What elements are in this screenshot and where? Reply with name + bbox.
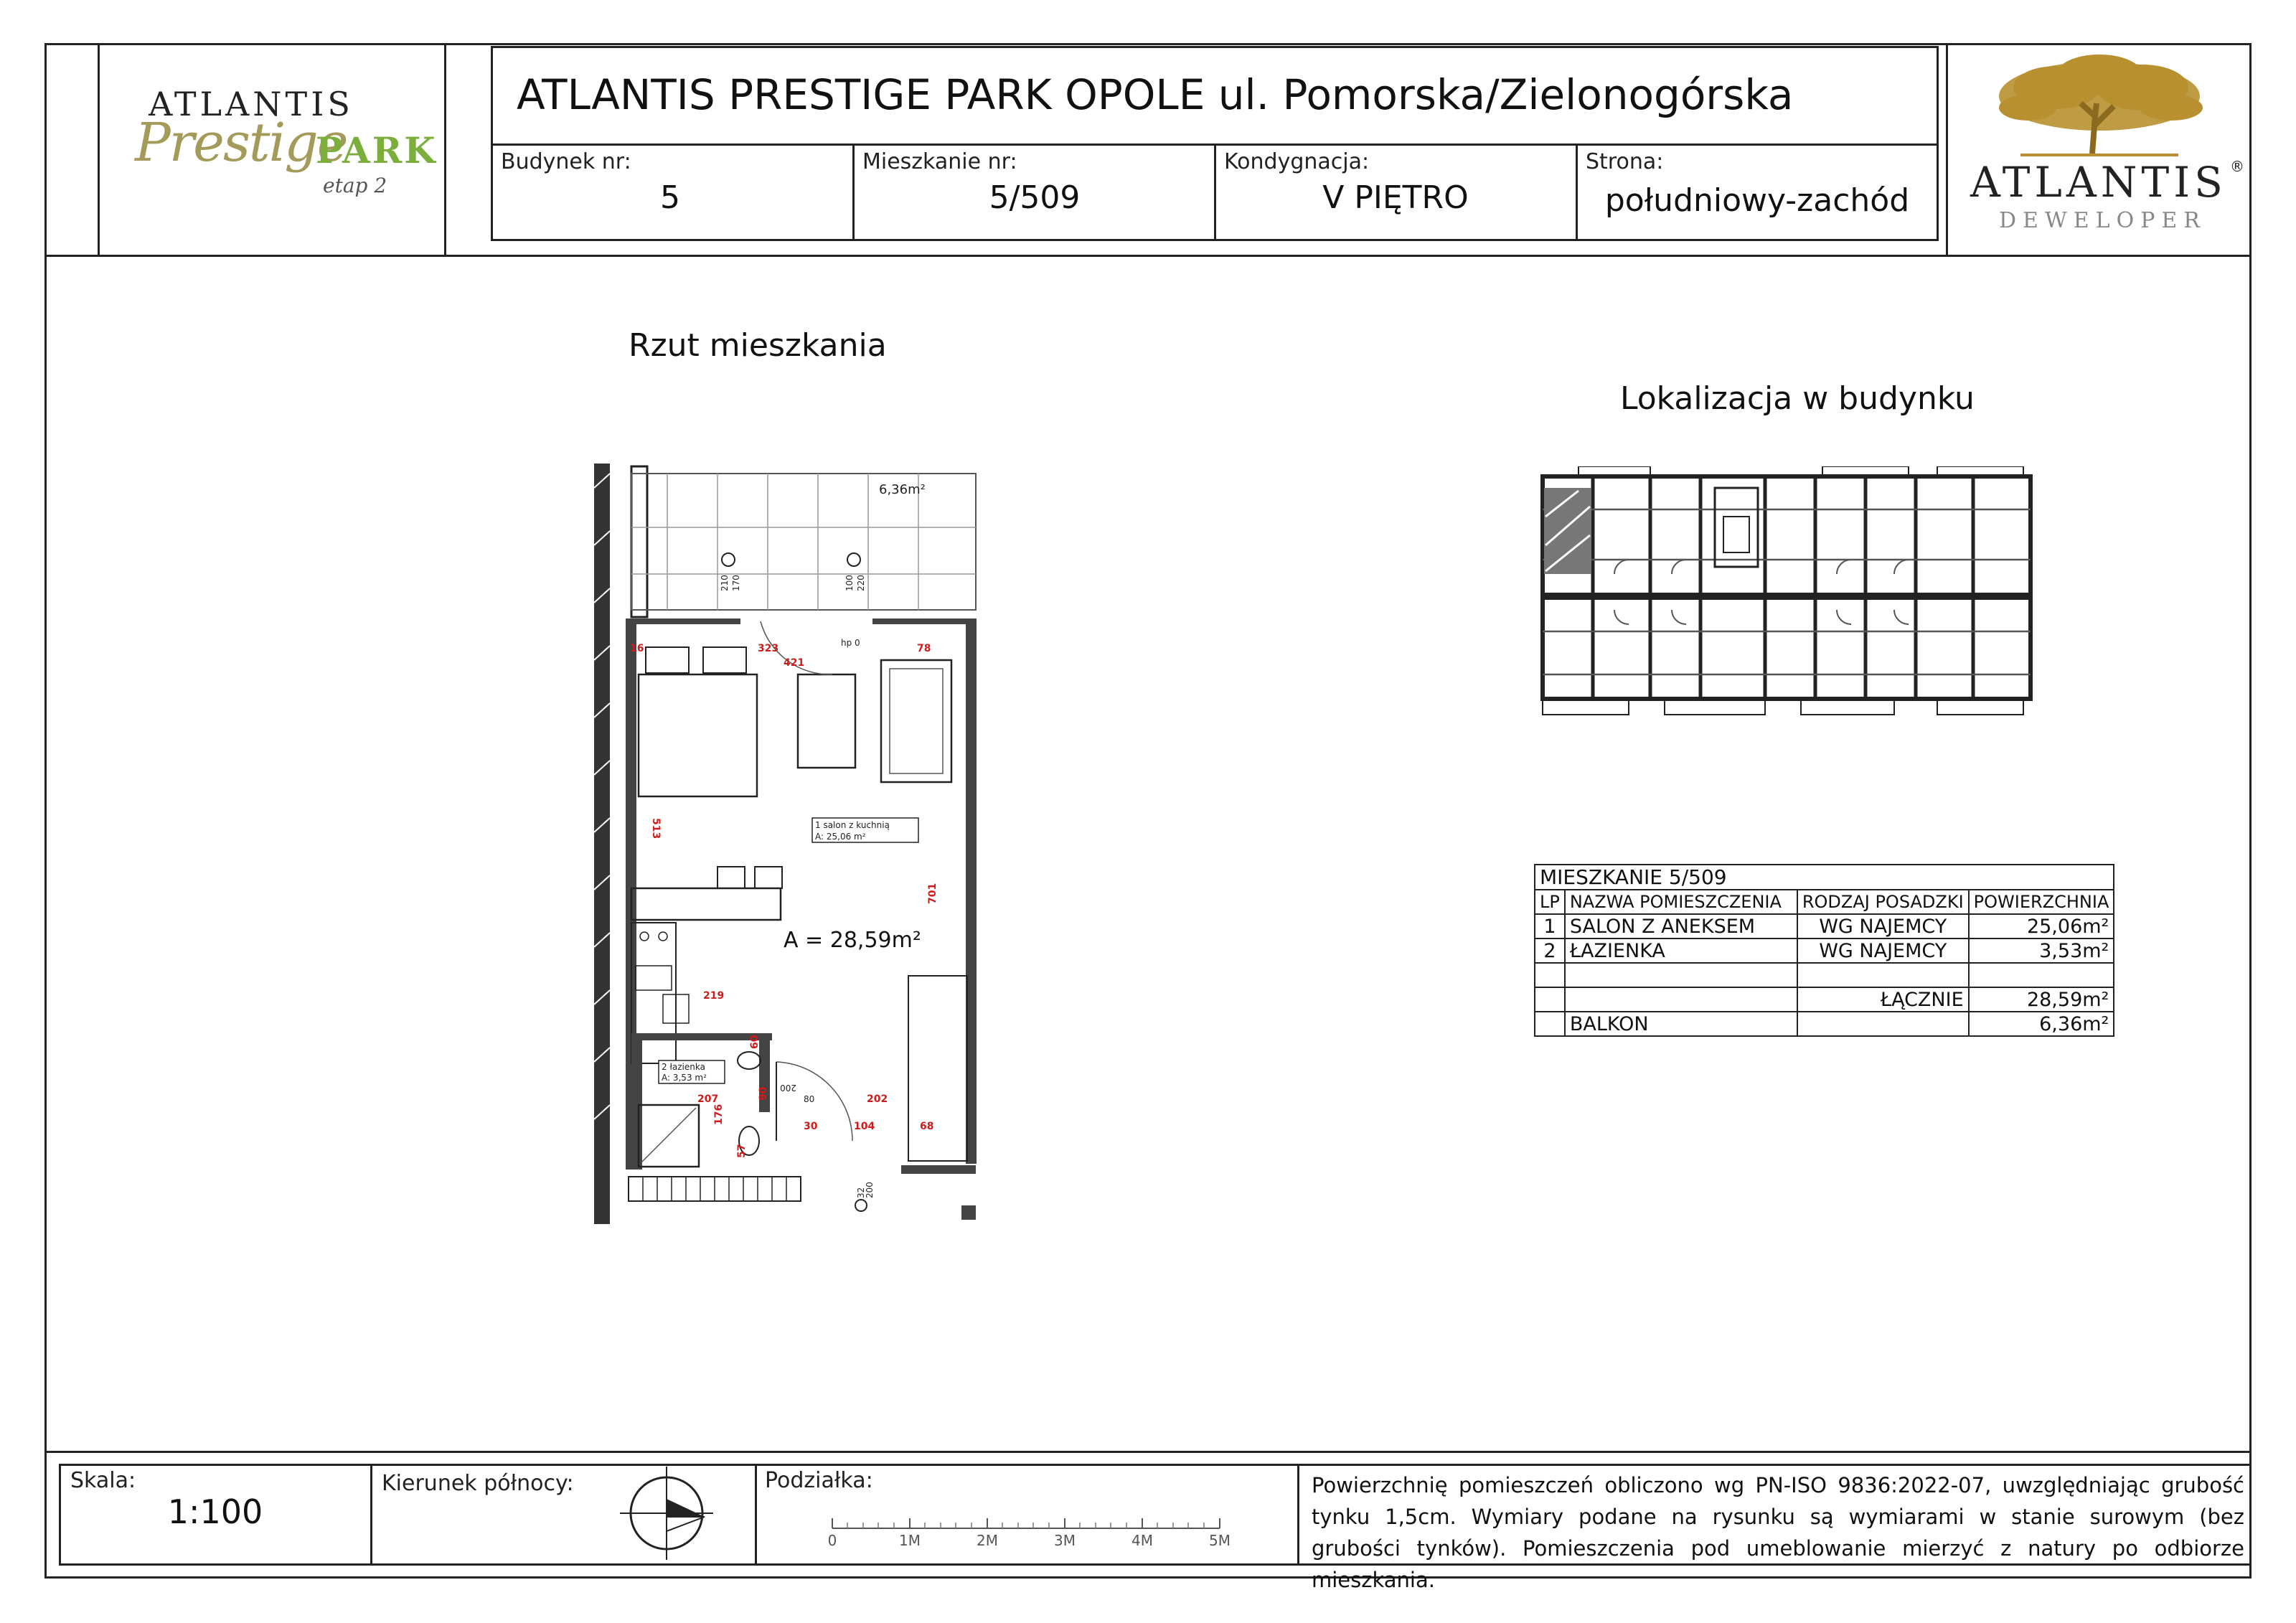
balcony-area-label: 6,36m² xyxy=(879,482,926,497)
total-area: 28,59m² xyxy=(1969,987,2114,1012)
scale-label: Skala: xyxy=(70,1468,136,1493)
north-arrow-icon xyxy=(620,1467,713,1560)
room1-area: A: 25,06 m² xyxy=(815,832,866,842)
tree-icon xyxy=(1949,46,2250,168)
cell-lp xyxy=(1535,987,1565,1012)
cell-area: 3,53m² xyxy=(1969,938,2114,963)
dim-170: 170 xyxy=(731,575,741,591)
prestige-park-logo xyxy=(108,79,438,222)
dim-421: 421 xyxy=(784,657,805,669)
cell-name: ŁAZIENKA xyxy=(1565,938,1797,963)
field-sep-1 xyxy=(852,144,855,241)
dim-210: 210 xyxy=(720,575,730,591)
bar-tick-3: 3M xyxy=(1054,1532,1076,1549)
footer-sep-2 xyxy=(755,1464,757,1566)
rooms-table-wrap xyxy=(1534,864,2114,1037)
dim-202: 202 xyxy=(867,1093,888,1105)
floor-label: Kondygnacja: xyxy=(1224,149,1370,174)
area-note: Powierzchnię pomieszczeń obliczono wg PN-ISO 9836:2022-07, uwzględniając grubość tynku 1,5cm. Wymiary podane na rysunku są wymiarami w stanie surowym (bez grubości tynków). Pomieszczenia pod umeblowanie mierzyć z natury po odbiorze mieszkania. xyxy=(1312,1473,2244,1592)
drain-icon-2 xyxy=(847,553,860,566)
cell-name: SALON Z ANEKSEM xyxy=(1565,914,1797,938)
bar-label: Podziałka: xyxy=(765,1468,873,1493)
plan-title: Rzut mieszkania xyxy=(629,327,887,364)
dim-207: 207 xyxy=(697,1093,719,1105)
rooms-table xyxy=(1534,864,2114,1037)
dim-100: 100 xyxy=(844,575,855,591)
scale-bar xyxy=(825,1514,1241,1550)
dim-219: 219 xyxy=(703,990,725,1002)
cell-lp: 1 xyxy=(1535,914,1565,938)
total-label: ŁĄCZNIE xyxy=(1797,987,1969,1012)
cell-floor xyxy=(1797,963,1969,987)
cell-floor xyxy=(1797,1012,1969,1036)
dim-220: 220 xyxy=(856,575,866,591)
highlighted-apartment xyxy=(1544,488,1591,574)
footer-sep-3 xyxy=(1297,1464,1299,1566)
dim-176: 176 xyxy=(713,1104,725,1125)
drain-icon xyxy=(722,553,735,566)
registered-mark: ® xyxy=(2230,158,2244,175)
dim-30: 30 xyxy=(804,1121,818,1132)
dim-90: 90 xyxy=(758,1086,769,1101)
cell-area: 25,06m² xyxy=(1969,914,2114,938)
bar-tick-4: 4M xyxy=(1131,1532,1153,1549)
dim-104: 104 xyxy=(854,1121,875,1132)
bar-tick-2: 2M xyxy=(977,1532,998,1549)
cell-lp xyxy=(1535,1012,1565,1036)
table-row xyxy=(1535,914,2114,938)
cell-floor: WG NAJEMCY xyxy=(1797,914,1969,938)
table-row xyxy=(1535,1012,2114,1036)
header-floor: RODZAJ POSADZKI xyxy=(1797,890,1969,914)
side-value: południowy-zachód xyxy=(1604,182,1910,219)
dim-701: 701 xyxy=(927,883,938,904)
location-title: Lokalizacja w budynku xyxy=(1620,380,1975,417)
scale-value: 1:100 xyxy=(167,1492,263,1531)
apartment-floor-plan xyxy=(588,459,990,1241)
cell-name xyxy=(1565,987,1797,1012)
balcony-area: 6,36m² xyxy=(1969,1012,2114,1036)
dim-68: 68 xyxy=(920,1121,934,1132)
logo-stage-text: etap 2 xyxy=(323,174,387,197)
dim-16: 16 xyxy=(630,643,644,654)
header-lp: LP xyxy=(1535,890,1565,914)
atlantis-developer-logo xyxy=(1949,46,2250,254)
developer-name: ATLANTIS xyxy=(1970,158,2227,207)
dim-57: 57 xyxy=(736,1144,748,1158)
dim-80: 80 xyxy=(804,1094,815,1104)
table-row xyxy=(1535,963,2114,987)
rooms-table-title: MIESZKANIE 5/509 xyxy=(1535,865,2114,890)
building-label: Budynek nr: xyxy=(501,149,631,174)
developer-sub: DEWELOPER xyxy=(1999,208,2206,233)
cell-area xyxy=(1969,963,2114,987)
cell-floor: WG NAJEMCY xyxy=(1797,938,1969,963)
bar-tick-5: 5M xyxy=(1209,1532,1231,1549)
page-title: ATLANTIS PRESTIGE PARK OPOLE ul. Pomorska/Zielonogórska xyxy=(517,70,1794,119)
apartment-label: Mieszkanie nr: xyxy=(862,149,1017,174)
dim-32: 32 xyxy=(856,1187,866,1198)
room2-tag: 2 łazienka xyxy=(662,1062,705,1072)
room1-tag: 1 salon z kuchnią xyxy=(815,820,890,830)
logo-prestige-script: Prestige xyxy=(135,112,347,174)
balcony-name: BALKON xyxy=(1565,1012,1797,1036)
apartment-value: 5/509 xyxy=(989,179,1081,216)
riser-icon xyxy=(855,1200,867,1211)
table-row xyxy=(1535,938,2114,963)
bar-tick-1: 1M xyxy=(899,1532,921,1549)
apartment-area-label: A = 28,59m² xyxy=(784,928,921,953)
building-location-plan xyxy=(1535,466,2038,725)
side-label: Strona: xyxy=(1586,149,1664,174)
dim-200b: 200 xyxy=(865,1182,875,1198)
logo-atlantis-text: ATLANTIS xyxy=(149,85,354,123)
building-value: 5 xyxy=(660,179,680,216)
room2-area: A: 3,53 m² xyxy=(662,1073,707,1083)
dim-513: 513 xyxy=(650,818,662,839)
dim-78: 78 xyxy=(917,643,931,654)
right-logo-box xyxy=(1946,43,1948,257)
cell-name xyxy=(1565,963,1797,987)
north-label: Kierunek północy: xyxy=(382,1471,574,1496)
cell-lp xyxy=(1535,963,1565,987)
dim-200: 200 xyxy=(780,1083,796,1093)
cell-lp: 2 xyxy=(1535,938,1565,963)
floor-value: V PIĘTRO xyxy=(1322,179,1469,216)
footer-top-line xyxy=(44,1451,2252,1453)
bar-tick-0: 0 xyxy=(827,1532,837,1549)
dim-323: 323 xyxy=(758,643,779,654)
logo-park-text: PARK xyxy=(316,129,438,171)
footer-sep-1 xyxy=(370,1464,372,1566)
table-row xyxy=(1535,987,2114,1012)
header-area: POWIERZCHNIA xyxy=(1969,890,2114,914)
dim-60: 60 xyxy=(749,1035,761,1049)
header-name: NAZWA POMIESZCZENIA xyxy=(1565,890,1797,914)
dim-hp0: hp 0 xyxy=(841,638,860,648)
outer-frame xyxy=(44,43,2252,1579)
